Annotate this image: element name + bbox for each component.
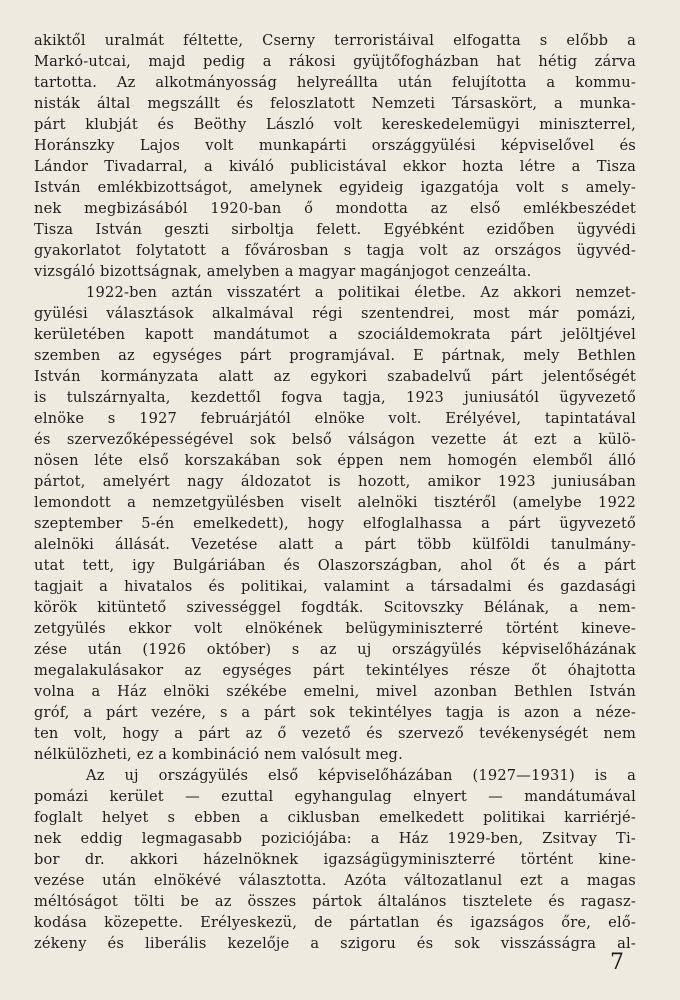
text-line: gróf, a párt vezére, s a párt sok tekintélyes tagja is azon a néze- <box>34 704 636 721</box>
text-line: kerületében kapott mandátumot a szociáldemokrata párt jelöltjével <box>34 326 636 343</box>
body-text <box>34 30 636 954</box>
text-line: szemben az egységes párt programjával. E pártnak, mely Bethlen <box>34 347 636 364</box>
text-line: megalakulásakor az egységes párt tekintélyes része őt óhajtotta <box>34 662 636 679</box>
text-line: is tulszárnyalta, kezdettől fogva tagja, 1923 juniusától ügyvezető <box>34 389 636 406</box>
text-line: alelnöki állását. Vezetése alatt a párt több külföldi tanulmány- <box>34 536 636 553</box>
text-line: nösen léte első korszakában sok éppen nem homogén elemből álló <box>34 452 636 469</box>
text-line: gyakorlatot folytatott a fővárosban s tagja volt az országos ügyvéd- <box>34 242 636 259</box>
text-line: zése után (1926 október) s az uj országyülés képviselőházának <box>34 641 636 658</box>
text-line: foglalt helyet s ebben a ciklusban emelkedett politikai karriérjé- <box>34 809 636 826</box>
text-line: 1922-ben aztán visszatért a politikai életbe. Az akkori nemzet- <box>86 284 636 301</box>
text-line: körök kitüntető szivességgel fogdták. Scitovszky Bélának, a nem- <box>34 599 636 616</box>
text-line: szeptember 5-én emelkedett), hogy elfoglalhassa a párt ügyvezető <box>34 515 636 532</box>
text-line: nek megbizásából 1920-ban ő mondotta az első emlékbeszédet <box>34 200 636 217</box>
text-line: pártot, amelyért nagy áldozatot is hozott, amikor 1923 juniusában <box>34 473 636 490</box>
text-line: nek eddig legmagasabb poziciójába: a Ház 1929-ben, Zsitvay Ti- <box>34 830 636 847</box>
text-line: és szervezőképességével sok belső válságon vezette át ezt a külö- <box>34 431 636 448</box>
text-line: párt klubját és Beöthy László volt kereskedelemügyi miniszterrel, <box>34 116 636 133</box>
text-line: ten volt, hogy a párt az ő vezető és szervező tevékenységét nem <box>34 725 636 742</box>
text-line: zékeny és liberális kezelője a szigoru és sok visszásságra al- <box>34 935 636 952</box>
text-line: Markó-utcai, majd pedig a rákosi gyüjtőfogházban hat hétig zárva <box>34 53 636 70</box>
text-line: bor dr. akkori házelnöknek igazságügyminiszterré történt kine- <box>34 851 636 868</box>
text-line: akiktől uralmát féltette, Cserny terroristáival elfogatta s előbb a <box>34 32 636 49</box>
text-line: méltóságot tölti be az összes pártok általános tisztelete és ragasz- <box>34 893 636 910</box>
text-line: István emlékbizottságot, amelynek egyideig igazgatója volt s amely- <box>34 179 636 196</box>
text-line: nélkülözheti, ez a kombináció nem valósult meg. <box>34 746 403 763</box>
text-line: utat tett, igy Bulgáriában és Olaszországban, ahol őt és a párt <box>34 557 636 574</box>
text-line: tartotta. Az alkotmányosság helyreállta után felujította a kommu- <box>34 74 636 91</box>
text-line: volna a Ház elnöki székébe emelni, mivel azonban Bethlen István <box>34 683 636 700</box>
text-line: Az uj országyülés első képviselőházában (1927—1931) is a <box>86 767 636 784</box>
text-line: István kormányzata alatt az egykori szabadelvű párt jelentőségét <box>34 368 636 385</box>
text-line: pomázi kerület — ezuttal egyhangulag elnyert — mandátumával <box>34 788 636 805</box>
text-line: lemondott a nemzetgyülésben viselt alelnöki tisztéről (amelybe 1922 <box>34 494 636 511</box>
text-line: vizsgáló bizottságnak, amelyben a magyar magánjogot cenzeálta. <box>34 263 532 280</box>
text-line: elnöke s 1927 februárjától elnöke volt. Erélyével, tapintatával <box>34 410 636 427</box>
text-line: zetgyülés ekkor volt elnökének belügyminiszterré történt kineve- <box>34 620 636 637</box>
text-line: vezése után elnökévé választotta. Azóta változatlanul ezt a magas <box>34 872 636 889</box>
text-line: nisták által megszállt és feloszlatott Nemzeti Társaskört, a munka- <box>34 95 636 112</box>
text-line: Horánszky Lajos volt munkapárti országgyülési képviselővel és <box>34 137 636 154</box>
text-line: tagjait a hivatalos és politikai, valamint a társadalmi és gazdasági <box>34 578 636 595</box>
text-line: Tisza István geszti sirboltja felett. Egyébként ezidőben ügyvédi <box>34 221 636 238</box>
text-line: kodása közepette. Erélyeskezü, de pártatlan és igazságos őre, elő- <box>34 914 636 931</box>
text-line: Lándor Tivadarral, a kiváló publicistával ekkor hozta létre a Tisza <box>34 158 636 175</box>
page-number: 7 <box>610 950 624 975</box>
text-line: gyülési választások alkalmával régi szentendrei, most már pomázi, <box>34 305 636 322</box>
